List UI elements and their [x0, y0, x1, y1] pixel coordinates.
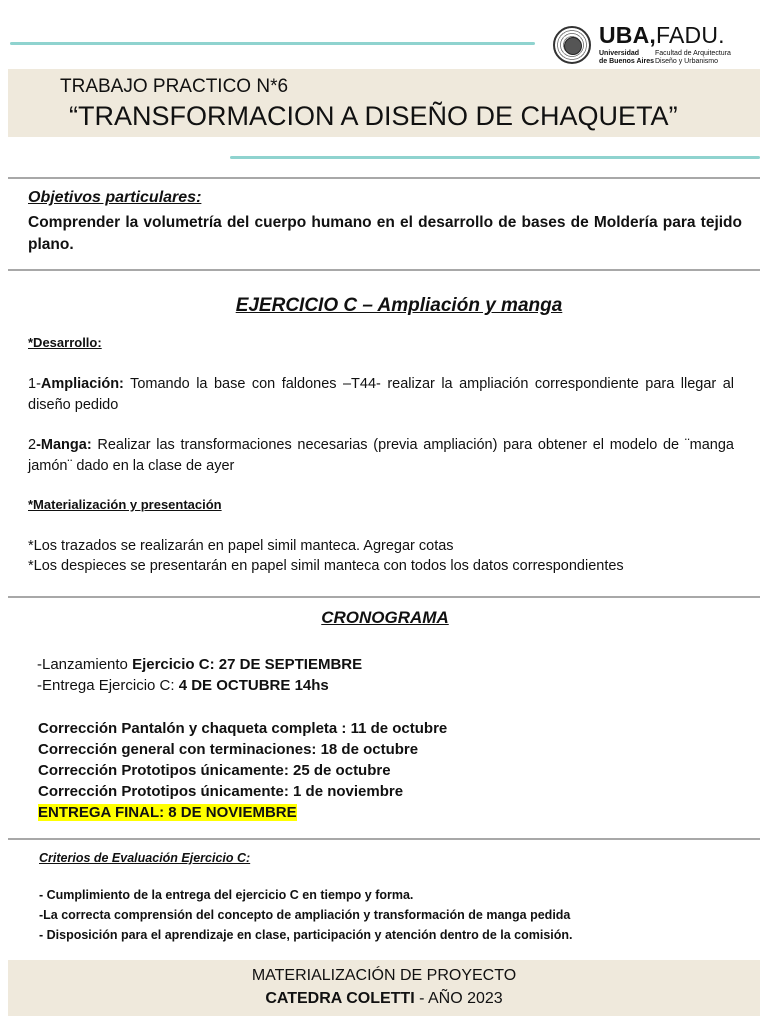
logo-sub-right-1: Facultad de Arquitectura — [655, 50, 731, 57]
correction-2: Corrección general con terminaciones: 18 de octubre — [38, 741, 419, 758]
logo-wordmark — [599, 22, 725, 49]
final-delivery — [38, 804, 297, 821]
logo-sub-left-2: de Buenos Aires — [599, 58, 654, 65]
delivery-date: 4 DE OCTUBRE 14hs — [178, 677, 329, 694]
footer-chair: CATEDRA COLETTI — [265, 990, 415, 1007]
final-delivery-text: ENTREGA FINAL: 8 DE NOVIEMBRE — [38, 804, 297, 821]
item1-text: Tomando la base con faldones –T44- realizar la ampliación correspondiente para llegar al diseño pedido — [28, 376, 734, 413]
logo-sub-right — [655, 50, 731, 66]
development-heading: *Desarrollo: — [28, 335, 102, 350]
materialization-heading: *Materialización y presentación — [28, 497, 222, 512]
launch-date: Ejercicio C: 27 DE SEPTIEMBRE — [132, 656, 363, 673]
item2-text: Realizar las transformaciones necesarias (previa ampliación) para obtener el modelo de ¨manga jamón¨ dado en la clase de ayer — [28, 437, 734, 474]
development-item-2 — [28, 435, 734, 477]
exercise-heading: EJERCICIO C – Ampliación y manga — [235, 295, 563, 316]
logo-fadu: FADU. — [656, 22, 725, 48]
delivery-prefix: -Entrega Ejercicio C: — [37, 677, 179, 694]
criteria-item-3: - Disposición para el aprendizaje en clase, participación y atención dentro de la comisión. — [39, 928, 573, 942]
launch-line — [37, 656, 362, 673]
divider — [8, 269, 760, 271]
materialization-line-1: *Los trazados se realizarán en papel simil manteca. Agregar cotas — [28, 538, 454, 554]
footer-year: - AÑO 2023 — [414, 990, 503, 1007]
divider — [8, 838, 760, 840]
correction-1: Corrección Pantalón y chaqueta completa : 11 de octubre — [38, 720, 448, 737]
divider — [8, 177, 760, 179]
item1-label: Ampliación: — [40, 376, 124, 392]
top-accent-line — [10, 42, 535, 45]
university-seal-icon — [553, 26, 591, 64]
logo-sub-left-1: Universidad — [599, 50, 640, 57]
launch-prefix: -Lanzamiento — [37, 656, 133, 673]
criteria-item-2: -La correcta comprensión del concepto de ampliación y transformación de manga pedida — [39, 908, 571, 922]
correction-4: Corrección Prototipos únicamente: 1 de noviembre — [38, 783, 404, 800]
item2-label: -Manga: — [36, 437, 92, 453]
assignment-number: TRABAJO PRACTICO N*6 — [60, 76, 289, 97]
logo-sub-left — [599, 50, 654, 66]
objectives-text: Comprender la volumetría del cuerpo humano en el desarrollo de bases de Moldería para tejido plano. — [28, 214, 742, 253]
correction-3: Corrección Prototipos únicamente: 25 de octubre — [38, 762, 391, 779]
objectives-heading: Objetivos particulares: — [28, 189, 202, 206]
logo-uba: UBA, — [599, 22, 657, 48]
footer-line-2 — [8, 990, 760, 1008]
criteria-item-1: - Cumplimiento de la entrega del ejercicio C en tiempo y forma. — [39, 888, 414, 902]
development-item-1 — [28, 374, 734, 416]
divider — [8, 596, 760, 598]
page-title: “TRANSFORMACION A DISEÑO DE CHAQUETA” — [69, 101, 678, 131]
criteria-heading: Criterios de Evaluación Ejercicio C: — [39, 851, 251, 865]
materialization-line-2: *Los despieces se presentarán en papel simil manteca con todos los datos correspondientes — [28, 558, 624, 574]
item2-prefix: 2 — [28, 437, 37, 453]
item1-prefix: 1- — [28, 376, 41, 392]
mid-accent-line — [230, 156, 760, 159]
delivery-line — [37, 677, 329, 694]
footer-line-1: MATERIALIZACIÓN DE PROYECTO — [251, 967, 517, 984]
schedule-heading: CRONOGRAMA — [321, 608, 449, 627]
logo-sub-right-2: Diseño y Urbanismo — [655, 58, 719, 65]
